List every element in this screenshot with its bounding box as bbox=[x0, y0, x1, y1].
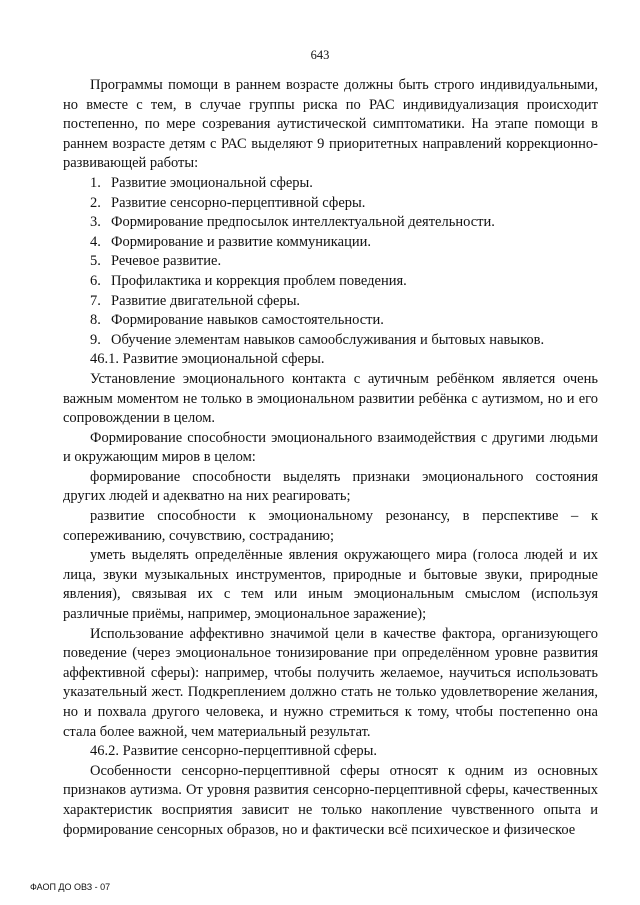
body-paragraph: формирование способности выделять признаки эмоционального состояния других людей и адекватно на них реагировать; bbox=[63, 468, 598, 505]
body-paragraph: Установление эмоционального контакта с аутичным ребёнком является очень важным моментом не только в эмоциональном развитии ребёнка с аутизмом, но и его сопровождении в целом. bbox=[63, 370, 598, 427]
body-paragraph: Особенности сенсорно-перцептивной сферы относят к одним из основных признаков аутизма. От уровня развития сенсорно-перцептивной сферы, качественных характеристик восприятия зависит не только накопление чувственного опыта и формирование сенсорных образов, но и фактически всё психическое и физическое bbox=[63, 762, 598, 838]
list-item-number: 7. bbox=[90, 292, 101, 309]
section-heading: 46.2. Развитие сенсорно-перцептивной сферы. bbox=[90, 743, 377, 760]
list-item-number: 5. bbox=[90, 253, 101, 270]
page-body bbox=[63, 76, 598, 840]
list-item-number: 1. bbox=[90, 174, 101, 191]
list-item-number: 3. bbox=[90, 214, 101, 231]
list-item bbox=[63, 272, 598, 292]
list-item bbox=[63, 213, 598, 233]
list-item bbox=[63, 292, 598, 312]
list-item bbox=[63, 311, 598, 331]
body-paragraph: развитие способности к эмоциональному резонансу, в перспективе – к сопереживанию, сочувствию, состраданию; bbox=[63, 508, 598, 544]
list-item-text: Развитие сенсорно-перцептивной сферы. bbox=[111, 194, 366, 211]
list-item-number: 2. bbox=[90, 194, 101, 211]
directions-list bbox=[63, 174, 598, 350]
list-item-text: Формирование навыков самостоятельности. bbox=[111, 312, 384, 329]
list-item-text: Развитие эмоциональной сферы. bbox=[111, 174, 313, 191]
list-item-number: 8. bbox=[90, 312, 101, 329]
section-heading: 46.1. Развитие эмоциональной сферы. bbox=[90, 351, 325, 368]
list-item-text: Обучение элементам навыков самообслуживания и бытовых навыков. bbox=[111, 331, 545, 348]
list-item-number: 4. bbox=[90, 233, 101, 250]
list-item bbox=[63, 252, 598, 272]
document-footer: ФАОП ДО ОВЗ - 07 bbox=[30, 882, 111, 892]
list-item bbox=[63, 331, 598, 351]
list-item bbox=[63, 174, 598, 194]
list-item-text: Профилактика и коррекция проблем поведения. bbox=[111, 272, 407, 289]
list-item-text: Формирование и развитие коммуникации. bbox=[111, 233, 371, 250]
body-paragraph: Использование аффективно значимой цели в качестве фактора, организующего поведение (через эмоциональное тонизирование при определённом уровне развития аффективной сферы): например, чтобы получить желаемое, научиться использовать указательный жест. Подкреплением должно стать не только удовлетворение желания, но и похвала другого человека, и нужно стремиться к тому, чтобы постепенно она стала более важной, чем материальный результат. bbox=[63, 625, 598, 740]
list-item-text: Речевое развитие. bbox=[111, 253, 222, 270]
list-item-text: Развитие двигательной сферы. bbox=[111, 292, 301, 309]
list-item-number: 9. bbox=[90, 331, 101, 348]
list-item-text: Формирование предпосылок интеллектуальной деятельности. bbox=[111, 214, 495, 231]
page-number: 643 bbox=[310, 48, 330, 62]
intro-paragraph: Программы помощи в раннем возрасте должны быть строго индивидуальными, но вместе с тем, в случае группы риска по РАС индивидуализация происходит постепенно, по мере созревания аутистической симптоматики. На этапе помощи в раннем возрасте детям с РАС выделяют 9 приоритетных направлений коррекционно-развивающей работы: bbox=[63, 77, 598, 172]
body-paragraph: уметь выделять определённые явления окружающего мира (голоса людей и их лица, звуки музыкальных инструментов, природные и бытовые звуки, природные явления), связывая их с тем или иным эмоциональным смыслом (используя различные приёмы, например, эмоциональное заражение); bbox=[63, 547, 598, 623]
list-item-number: 6. bbox=[90, 272, 101, 289]
list-item bbox=[63, 194, 598, 214]
list-item bbox=[63, 233, 598, 253]
body-paragraph: Формирование способности эмоционального взаимодействия с другими людьми и окружающим миров в целом: bbox=[63, 429, 598, 466]
